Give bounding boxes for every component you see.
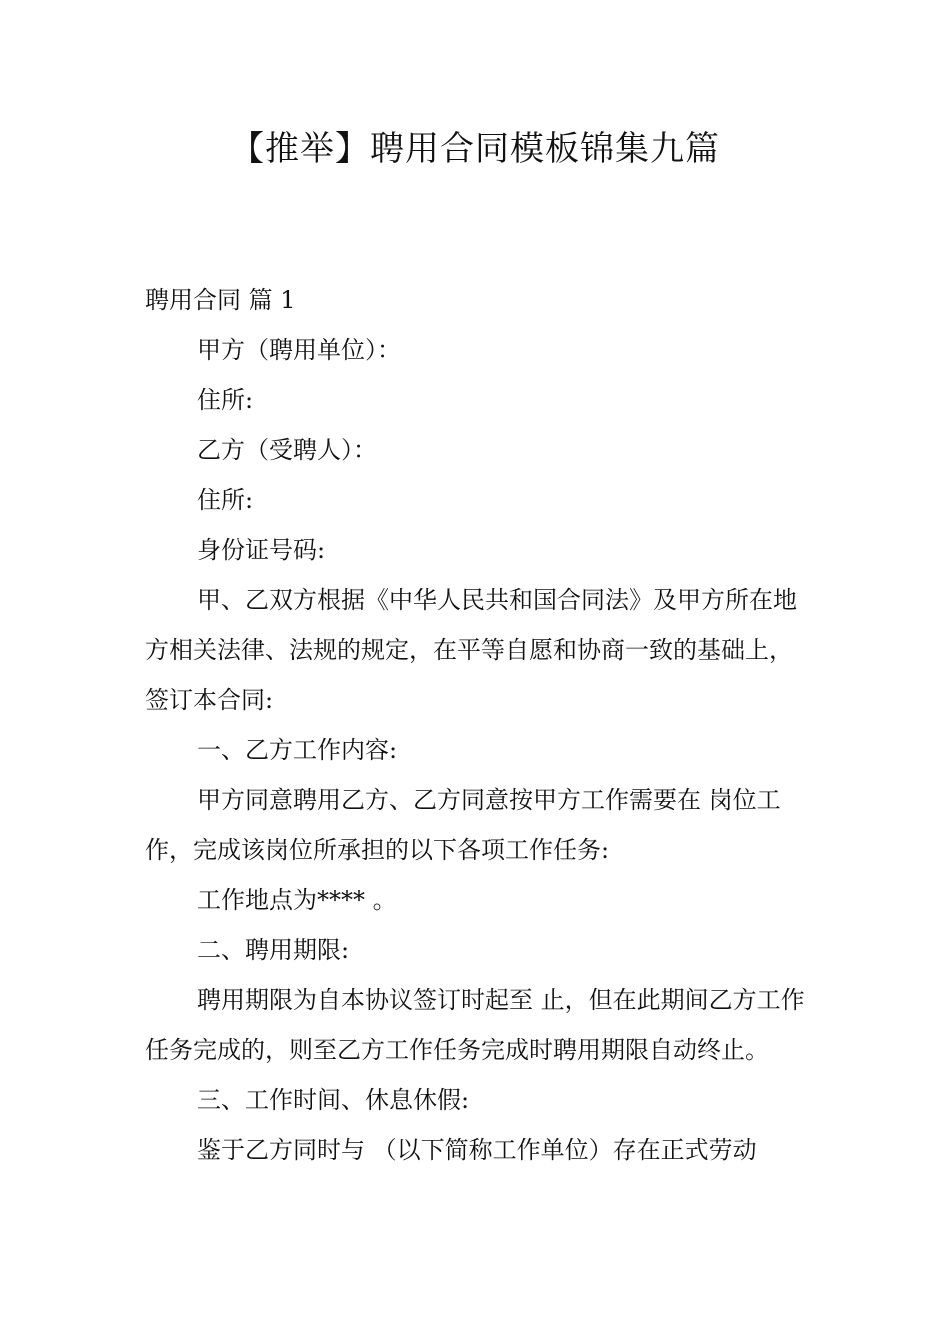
clause-heading-term: 二、聘用期限: [197, 936, 350, 964]
party-a-address-line: 住所: [197, 386, 254, 414]
party-b-line: 乙方（受聘人）： [197, 436, 377, 464]
section-heading: 聘用合同 篇 1 [145, 286, 296, 314]
document-body [145, 275, 810, 1175]
term-paragraph: 聘用期限为自本协议签订时起至 止，但在此期间乙方工作任务完成的，则至乙方工作任务完成时聘用期限自动终止。 [145, 986, 805, 1064]
work-location-line: 工作地点为**** 。 [197, 886, 397, 914]
document-title: 【推举】聘用合同模板锦集九篇 [230, 129, 720, 169]
clause-heading-hours: 三、工作时间、休息休假: [197, 1086, 470, 1114]
party-b-address-line: 住所: [197, 486, 254, 514]
hours-paragraph: 鉴于乙方同时与 （以下简称工作单位）存在正式劳动 [197, 1136, 757, 1164]
party-a-line: 甲方（聘用单位）： [197, 336, 401, 364]
id-number-line: 身份证号码: [197, 536, 326, 564]
work-content-paragraph: 甲方同意聘用乙方、乙方同意按甲方工作需要在 岗位工作，完成该岗位所承担的以下各项工作任务: [145, 786, 781, 864]
clause-heading-work-content: 一、乙方工作内容: [197, 736, 398, 764]
preamble-paragraph: 甲、乙双方根据《中华人民共和国合同法》及甲方所在地方相关法律、法规的规定，在平等自愿和协商一致的基础上，签订本合同: [145, 586, 797, 714]
